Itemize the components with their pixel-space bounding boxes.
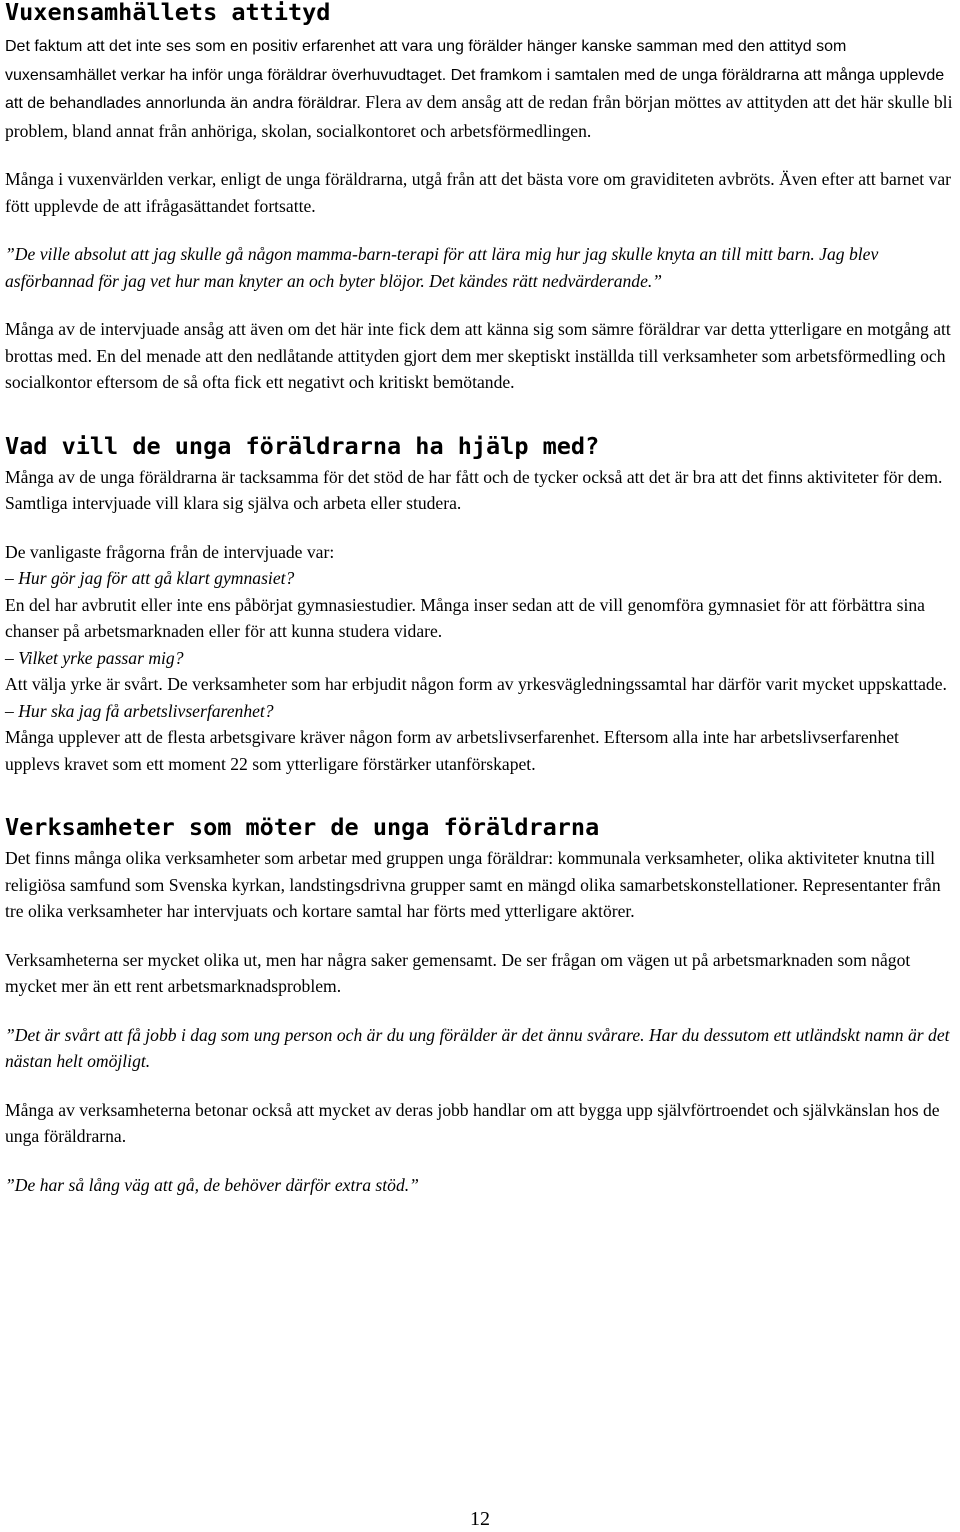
block-quote xyxy=(5,1022,955,1075)
section-heading: Vuxensamhällets attityd xyxy=(5,0,331,26)
list-question: – Hur gör jag för att gå klart gymnasiet? xyxy=(5,568,295,588)
document-page xyxy=(5,0,955,1198)
list-answer: En del har avbrutit eller inte ens påbörjat gymnasiestudier. Många inser sedan att de vill genomföra gymnasiet för att förbättra sina chanser på arbetsmarknaden eller för att kunna studera vidare. xyxy=(5,594,925,641)
quote-mark: ” xyxy=(5,1024,15,1045)
paragraph xyxy=(5,32,955,144)
paragraph: Verksamheterna ser mycket olika ut, men har några saker gemensamt. De ser frågan om vägen ut på arbetsmarknaden som något mycket mer än ett rent arbetsmarknadsproblem. xyxy=(5,949,911,996)
list-intro: De vanligaste frågorna från de intervjuade var: xyxy=(5,541,335,562)
quote-text: Det är svårt att få jobb i dag som ung person och är du ung förälder är det ännu svårare. Har du dessutom ett utländskt namn är det nästan helt omöjligt. xyxy=(5,1024,950,1071)
section-heading: Vad vill de unga föräldrarna ha hjälp med? xyxy=(5,431,600,460)
block-quote xyxy=(5,241,955,294)
quote-text: De ville absolut att jag skulle gå någon mamma-barn-terapi för att lära mig hur jag skulle knyta an till mitt barn. Jag blev asförbannad för jag vet hur man knyter an och byter blöjor. Det kändes rätt nedvärderande. xyxy=(5,244,879,291)
quote-mark: ” xyxy=(5,1174,15,1195)
list-question: – Vilket yrke passar mig? xyxy=(5,647,184,668)
section-heading: Verksamheter som möter de unga föräldrarna xyxy=(5,813,600,841)
quote-mark: ” xyxy=(5,244,15,264)
page-number: 12 xyxy=(470,1508,490,1530)
list-answer: Många upplever att de flesta arbetsgivare kräver någon form av arbetslivserfarenhet. Eftersom alla inte har arbetslivserfarenhet upplevs kravet som ett moment 22 som ytterligare förstärker utanförskapet. xyxy=(5,727,899,774)
quote-mark: ” xyxy=(652,270,663,291)
question-list xyxy=(5,565,955,777)
block-quote xyxy=(5,1172,955,1199)
quote-text: De har så lång väg att gå, de behöver därför extra stöd. xyxy=(14,1174,410,1195)
list-question: – Hur ska jag få arbetslivserfarenhet? xyxy=(5,700,274,721)
quote-mark: ” xyxy=(409,1174,419,1195)
paragraph: Det finns många olika verksamheter som arbetar med gruppen unga föräldrar: kommunala verksamheter, olika aktiviteter knutna till religiösa samfund som Svenska kyrkan, landstingsdrivna grupper samt en mängd olika samarbetskonstellationer. Representanter från tre olika verksamheter har intervjuats och kortare samtal har förts med ytterligare aktörer. xyxy=(5,848,941,921)
paragraph: Många i vuxenvärlden verkar, enligt de unga föräldrarna, utgå från att det bästa vore om graviditeten avbröts. Även efter att barnet var fött upplevde de att ifrågasättandet fortsatte. xyxy=(5,169,952,216)
paragraph: Många av de unga föräldrarna är tacksamma för det stöd de har fått och de tycker också att det är bra att det finns aktiviteter för dem. Samtliga intervjuade vill klara sig själva och arbeta eller studera. xyxy=(5,466,943,513)
paragraph: Många av verksamheterna betonar också att mycket av deras jobb handlar om att bygga upp självförtroendet och självkänslan hos de unga föräldrarna. xyxy=(5,1099,940,1146)
paragraph-serif-part: Flera av dem ansåg att de redan från början möttes av attityden att det här skulle bli problem, bland annat från anhöriga, skolan, socialkontoret och arbetsförmedlingen. xyxy=(5,92,953,141)
paragraph: Många av de intervjuade ansåg att även om det här inte fick dem att känna sig som sämre föräldrar var detta ytterligare en motgång att brottas med. En del menade att den nedlåtande attityden gjort dem mer skeptiskt inställda till verksamheter som arbetsförmedling och socialkontor eftersom de så ofta fick ett negativt och kritiskt bemötande. xyxy=(5,319,951,392)
list-answer: Att välja yrke är svårt. De verksamheter som har erbjudit någon form av yrkesvägledningssamtal har därför varit mycket uppskattade. xyxy=(5,674,947,694)
paragraph-sans-part: Det faktum att det inte ses som en positiv erfarenhet att vara ung förälder hänger kanske samman med den attityd som vuxensamhället verkar ha inför unga föräldrar överhuvudtaget. Det framkom i samtalen med de unga föräldrarna att många upplevde att de behandlades annorlunda än andra föräldrar. xyxy=(5,38,945,112)
